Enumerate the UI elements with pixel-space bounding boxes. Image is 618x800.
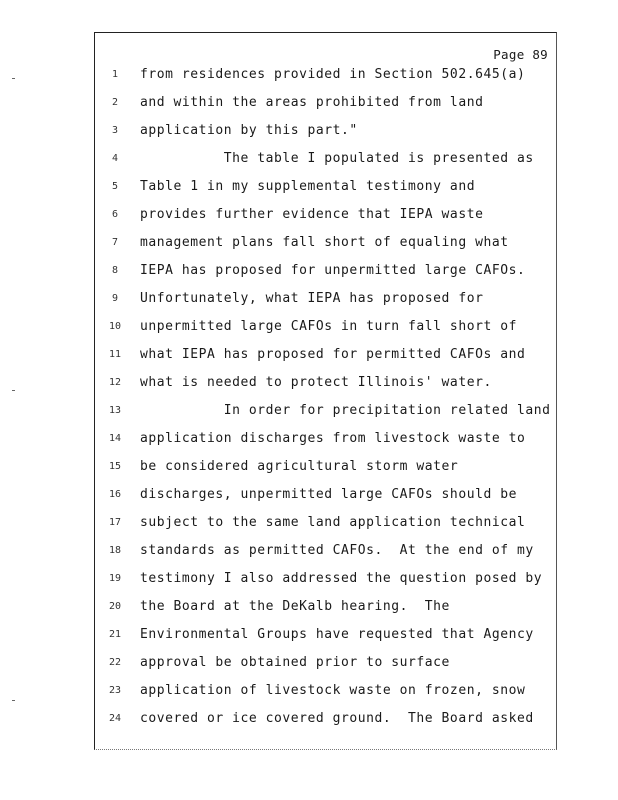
line-text: Unfortunately, what IEPA has proposed for — [140, 291, 484, 306]
line-text: Environmental Groups have requested that Agency — [140, 627, 534, 642]
line-number: 3 — [111, 125, 119, 136]
transcript-line — [95, 599, 558, 619]
line-text: and within the areas prohibited from land — [140, 95, 484, 110]
line-text: unpermitted large CAFOs in turn fall short of — [140, 319, 517, 334]
line-text: IEPA has proposed for unpermitted large CAFOs. — [140, 263, 526, 278]
line-text: approval be obtained prior to surface — [140, 655, 450, 670]
line-text: subject to the same land application technical — [140, 515, 526, 530]
line-number: 2 — [111, 97, 119, 108]
line-text: standards as permitted CAFOs. At the end of my — [140, 543, 534, 558]
line-text: Table 1 in my supplemental testimony and — [140, 179, 476, 194]
line-number: 19 — [108, 573, 122, 584]
transcript-line — [95, 207, 558, 227]
transcript-line — [95, 347, 558, 367]
page-number: Page 89 — [493, 47, 548, 62]
line-text: In order for precipitation related land — [140, 403, 551, 418]
line-text: discharges, unpermitted large CAFOs should be — [140, 487, 517, 502]
transcript-line — [95, 95, 558, 115]
transcript-line — [95, 235, 558, 255]
margin-mark — [12, 390, 15, 391]
line-number: 12 — [108, 377, 122, 388]
transcript-line — [95, 291, 558, 311]
line-number: 15 — [108, 461, 122, 472]
line-text: management plans fall short of equaling what — [140, 235, 509, 250]
line-text: what IEPA has proposed for permitted CAFOs and — [140, 347, 526, 362]
line-number: 21 — [108, 629, 122, 640]
line-number: 6 — [111, 209, 119, 220]
transcript-line — [95, 375, 558, 395]
transcript-line — [95, 403, 558, 423]
transcript-line — [95, 459, 558, 479]
margin-mark — [12, 700, 15, 701]
transcript-line — [95, 571, 558, 591]
margin-mark — [12, 78, 15, 79]
line-text: be considered agricultural storm water — [140, 459, 459, 474]
line-number: 1 — [111, 69, 119, 80]
line-number: 18 — [108, 545, 122, 556]
line-text: what is needed to protect Illinois' water. — [140, 375, 492, 390]
line-number: 9 — [111, 293, 119, 304]
transcript-line — [95, 179, 558, 199]
line-number: 14 — [108, 433, 122, 444]
transcript-line — [95, 151, 558, 171]
line-number: 23 — [108, 685, 122, 696]
line-number: 11 — [108, 349, 122, 360]
line-number: 13 — [108, 405, 122, 416]
transcript-line — [95, 515, 558, 535]
line-number: 7 — [111, 237, 119, 248]
transcript-line — [95, 67, 558, 87]
line-text: testimony I also addressed the question posed by — [140, 571, 543, 586]
line-text: The table I populated is presented as — [140, 151, 534, 166]
transcript-line — [95, 123, 558, 143]
transcript-line — [95, 319, 558, 339]
line-text: application by this part." — [140, 123, 358, 138]
line-number: 5 — [111, 181, 119, 192]
line-number: 20 — [108, 601, 122, 612]
line-text: provides further evidence that IEPA waste — [140, 207, 484, 222]
line-text: application of livestock waste on frozen, snow — [140, 683, 526, 698]
line-number: 17 — [108, 517, 122, 528]
line-number: 24 — [108, 713, 122, 724]
line-text: the Board at the DeKalb hearing. The — [140, 599, 450, 614]
transcript-line — [95, 711, 558, 731]
transcript-line — [95, 487, 558, 507]
line-number: 8 — [111, 265, 119, 276]
line-number: 22 — [108, 657, 122, 668]
transcript-line — [95, 655, 558, 675]
line-number: 4 — [111, 153, 119, 164]
transcript-line — [95, 431, 558, 451]
transcript-line — [95, 627, 558, 647]
transcript-line — [95, 543, 558, 563]
line-number: 16 — [108, 489, 122, 500]
line-text: application discharges from livestock waste to — [140, 431, 526, 446]
line-text: from residences provided in Section 502.645(a) — [140, 67, 526, 82]
line-text: covered or ice covered ground. The Board asked — [140, 711, 534, 726]
transcript-line — [95, 263, 558, 283]
transcript-line — [95, 683, 558, 703]
transcript-page — [94, 32, 557, 750]
line-number: 10 — [108, 321, 122, 332]
